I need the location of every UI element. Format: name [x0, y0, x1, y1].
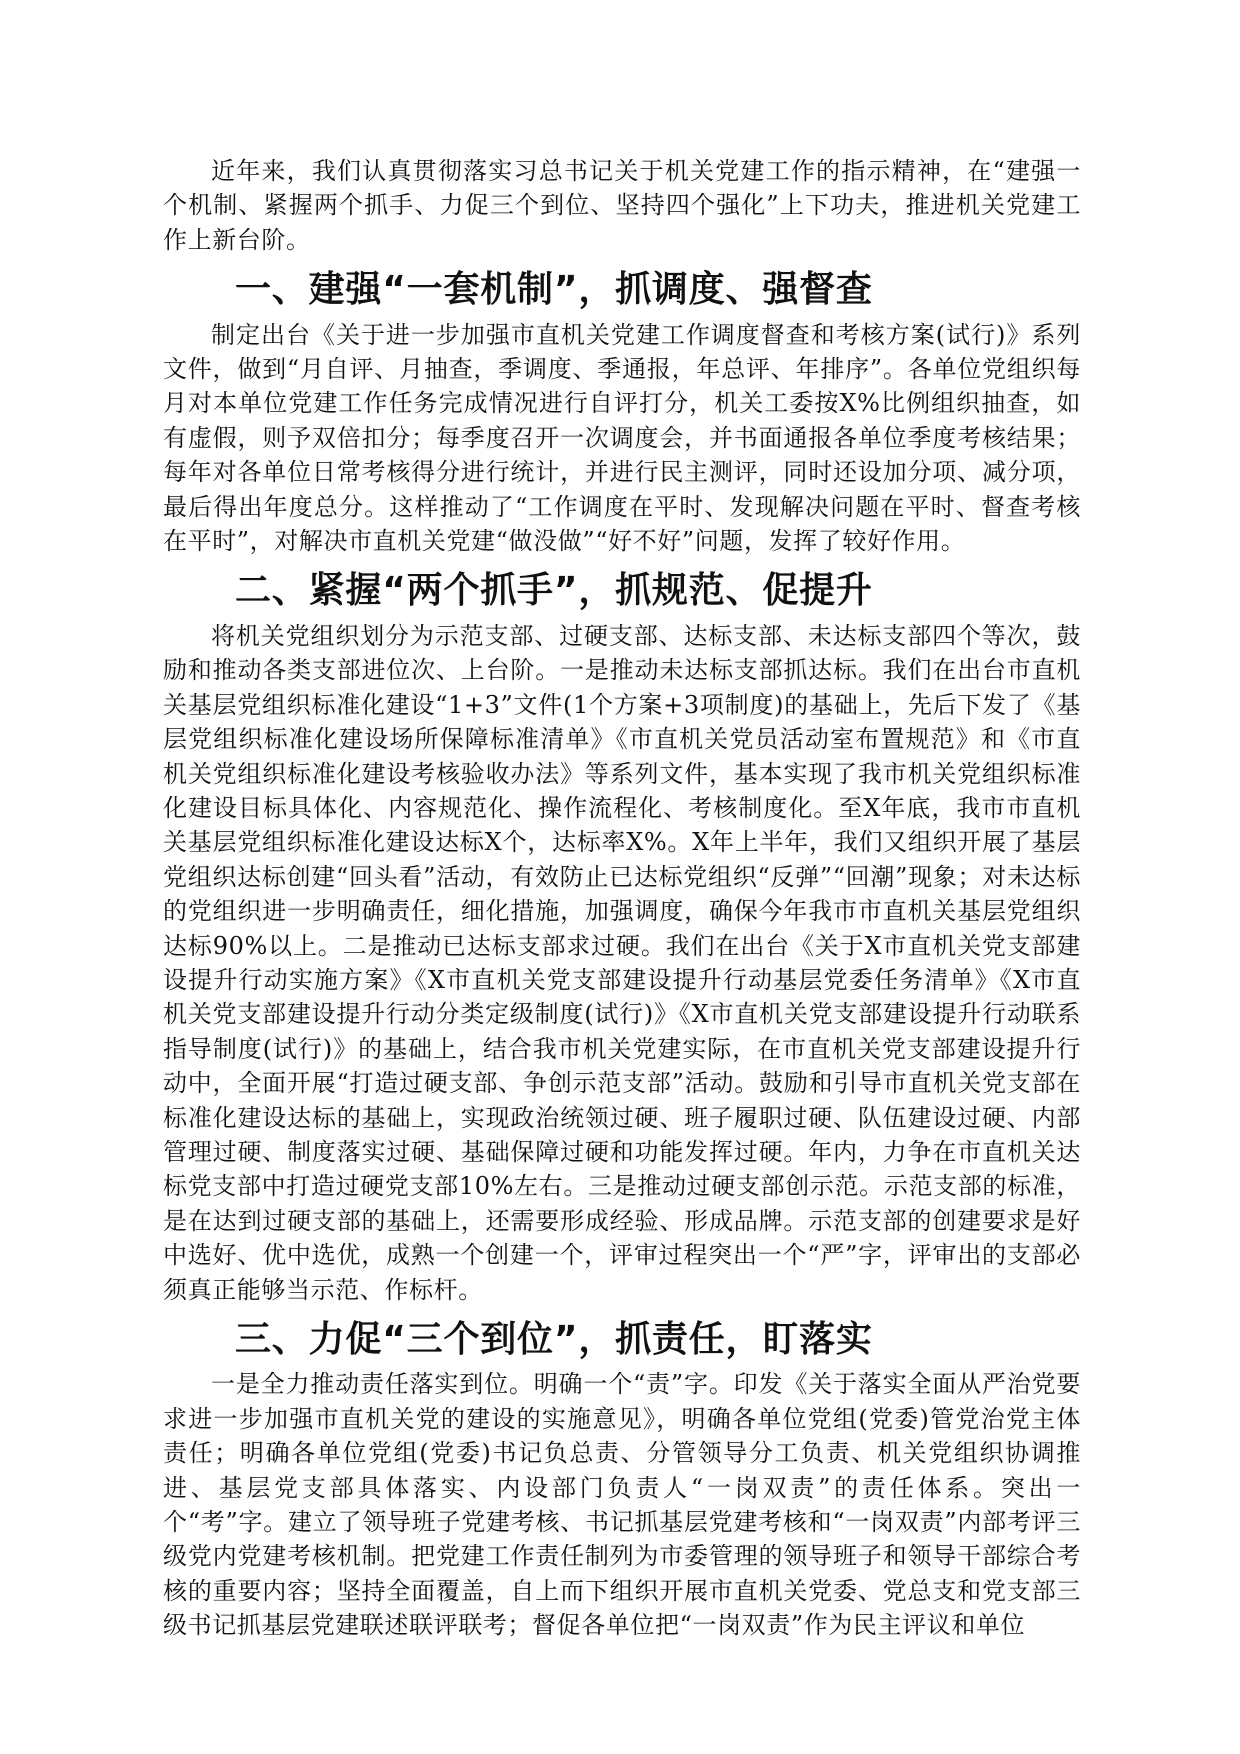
section-3-paragraph: 一是全力推动责任落实到位。明确一个“责”字。印发《关于落实全面从严治党要求进一步加强市直机关党的建设的实施意见》，明确各单位党组(党委)管党治党主体责任；明确各单位党组(党委)书记负总责、分管领导分工负责、机关党组织协调推进、基层党支部具体落实、内设部门负责人“一岗双责”的责任体系。突出一个“考”字。建立了领导班子党建考核、书记抓基层党建考核和“一岗双责”内部考评三级党内党建考核机制。把党建工作责任制列为市委管理的领导班子和领导干部综合考核的重要内容；坚持全面覆盖，自上而下组织开展市直机关党委、党总支和党支部三级书记抓基层党建联述联评联考；督促各单位把“一岗双责”作为民主评议和单位 — [163, 1370, 1081, 1640]
section-3-heading: 三、力促“三个到位”，抓责任，盯落实 — [235, 1319, 873, 1360]
section-2-paragraph: 将机关党组织划分为示范支部、过硬支部、达标支部、未达标支部四个等次，鼓励和推动各类支部进位次、上台阶。一是推动未达标支部抓达标。我们在出台市直机关基层党组织标准化建设“1+3”文件(1个方案+3项制度)的基础上，先后下发了《基层党组织标准化建设场所保障标准清单》《市直机关党员活动室布置规范》和《市直机关党组织标准化建设考核验收办法》等系列文件，基本实现了我市机关党组织标准化建设目标具体化、内容规范化、操作流程化、考核制度化。至X年底，我市市直机关基层党组织标准化建设达标X个，达标率X%。X年上半年，我们又组织开展了基层党组织达标创建“回头看”活动，有效防止已达标党组织“反弹”“回潮”现象；对未达标的党组织进一步明确责任，细化措施，加强调度，确保今年我市市直机关基层党组织达标90%以上。二是推动已达标支部求过硬。我们在出台《关于X市直机关党支部建设提升行动实施方案》《X市直机关党支部建设提升行动基层党委任务清单》《X市直机关党支部建设提升行动分类定级制度(试行)》《X市直机关党支部建设提升行动联系指导制度(试行)》的基础上，结合我市机关党建实际，在市直机关党支部建设提升行动中，全面开展“打造过硬支部、争创示范支部”活动。鼓励和引导市直机关党支部在标准化建设达标的基础上，实现政治统领过硬、班子履职过硬、队伍建设过硬、内部管理过硬、制度落实过硬、基础保障过硬和功能发挥过硬。年内，力争在市直机关达标党支部中打造过硬党支部10%左右。三是推动过硬支部创示范。示范支部的标准，是在达到过硬支部的基础上，还需要形成经验、形成品牌。示范支部的创建要求是好中选好、优中选优，成熟一个创建一个，评审过程突出一个“严”字，评审出的支部必须真正能够当示范、作标杆。 — [163, 621, 1081, 1304]
intro-paragraph: 近年来，我们认真贯彻落实习总书记关于机关党建工作的指示精神，在“建强一个机制、紧握两个抓手、力促三个到位、坚持四个强化”上下功夫，推进机关党建工作上新台阶。 — [163, 157, 1081, 254]
document-body — [163, 154, 1081, 1643]
section-1-heading: 一、建强“一套机制”，抓调度、强督查 — [235, 269, 873, 311]
section-2-heading: 二、紧握“两个抓手”，抓规范、促提升 — [235, 570, 873, 612]
section-1-paragraph: 制定出台《关于进一步加强市直机关党建工作调度督查和考核方案(试行)》系列文件，做到“月自评、月抽查，季调度、季通报，年总评、年排序”。各单位党组织每月对本单位党建工作任务完成情况进行自评打分，机关工委按X%比例组织抽查，如有虚假，则予双倍扣分；每季度召开一次调度会，并书面通报各单位季度考核结果；每年对各单位日常考核得分进行统计，并进行民主测评，同时还设加分项、减分项，最后得出年度总分。这样推动了“工作调度在平时、发现解决问题在平时、督查考核在平时”，对解决市直机关党建“做没做”“好不好”问题，发挥了较好作用。 — [163, 320, 1081, 556]
